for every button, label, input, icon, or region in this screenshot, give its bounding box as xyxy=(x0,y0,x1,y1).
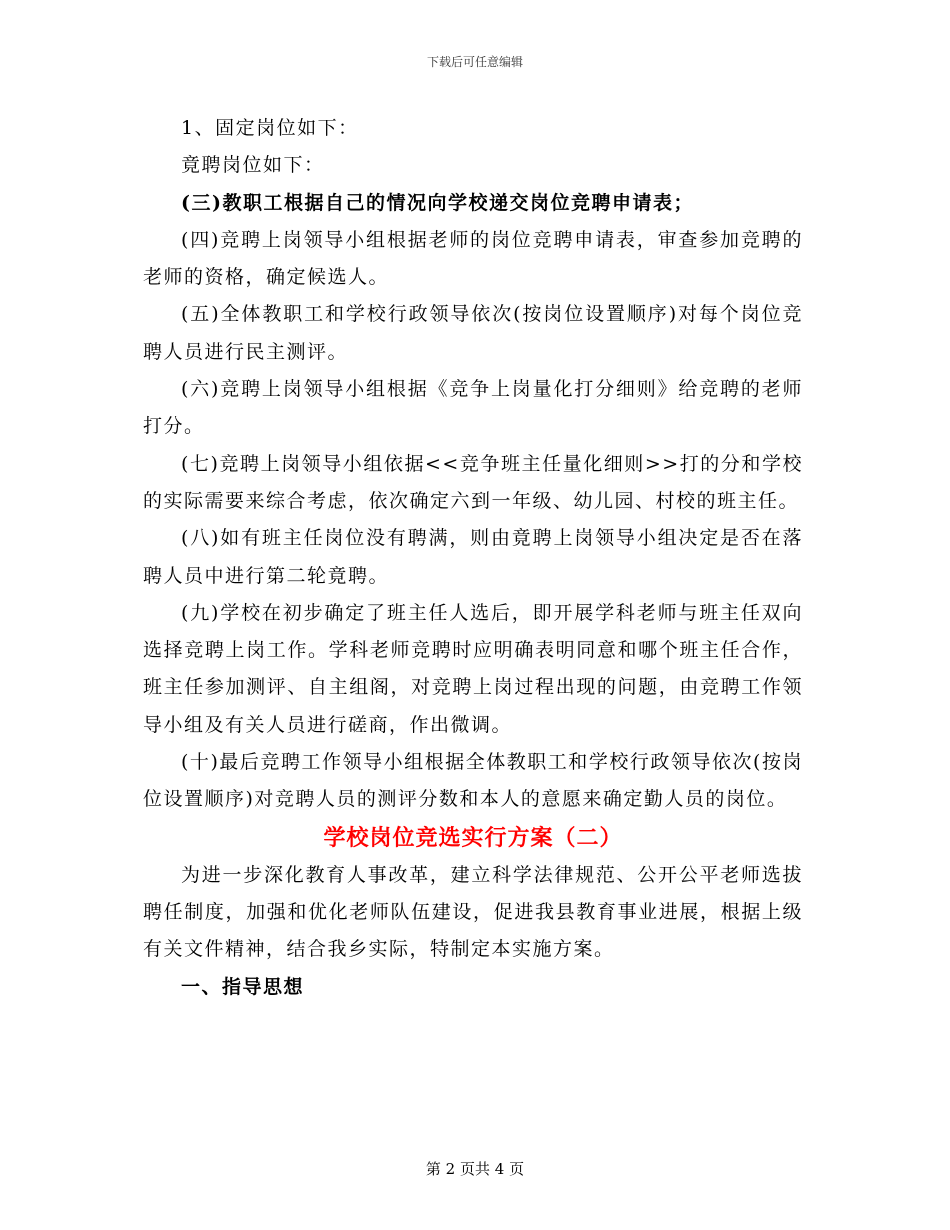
paragraph-fixed-positions: 1、固定岗位如下： xyxy=(181,117,359,139)
paragraph-step-3: (三)教职工根据自己的情况向学校递交岗位竞聘申请表； xyxy=(181,191,694,214)
paragraph-step-6: (六)竞聘上岗领导小组根据《竞争上岗量化打分细则》给竞聘的老师打分。 xyxy=(143,378,803,438)
paragraph-step-5: (五)全体教职工和学校行政领导依次(按岗位设置顺序)对每个岗位竞聘人员进行民主测评。 xyxy=(143,303,803,363)
paragraph-step-9: (九)学校在初步确定了班主任人选后，即开展学科老师与班主任双向选择竞聘上岗工作。学科老师竞聘时应明确表明同意和哪个班主任合作，班主任参加测评、自主组阁，对竞聘上岗过程出现的问题，由竞聘工作领导小组及有关人员进行磋商，作出微调。 xyxy=(143,601,803,736)
page-header: 下载后可任意编辑 xyxy=(426,55,523,69)
heading-guiding-ideology: 一、指导思想 xyxy=(181,975,305,998)
page-footer: 第 2 页共 4 页 xyxy=(425,1160,525,1178)
paragraph-competitive-positions: 竟聘岗位如下： xyxy=(181,154,325,177)
paragraph-step-7: (七)竞聘上岗领导小组依据<<竞争班主任量化细则>>打的分和学校的实际需要来综合考虑，依次确定六到一年级、幼儿园、村校的班主任。 xyxy=(143,452,803,512)
section-title: 学校岗位竞选实行方案（二） xyxy=(323,824,623,851)
intro-paragraph: 为进一步深化教育人事改革，建立科学法律规范、公开公平老师选拔聘任制度，加强和优化老师队伍建设，促进我县教育事业进展，根据上级有关文件精神，结合我乡实际，特制定本实施方案。 xyxy=(143,863,803,961)
paragraph-step-4: (四)竞聘上岗领导小组根据老师的岗位竞聘申请表，审查参加竞聘的老师的资格，确定候选人。 xyxy=(143,228,803,289)
document-body xyxy=(143,110,803,1006)
paragraph-step-8: (八)如有班主任岗位没有聘满，则由竟聘上岗领导小组决定是否在落聘人员中进行第二轮竟聘。 xyxy=(143,527,803,587)
paragraph-step-10: (十)最后竞聘工作领导小组根据全体教职工和学校行政领导依次(按岗位设置顺序)对竞聘人员的测评分数和本人的意愿来确定勤人员的岗位。 xyxy=(143,751,803,811)
